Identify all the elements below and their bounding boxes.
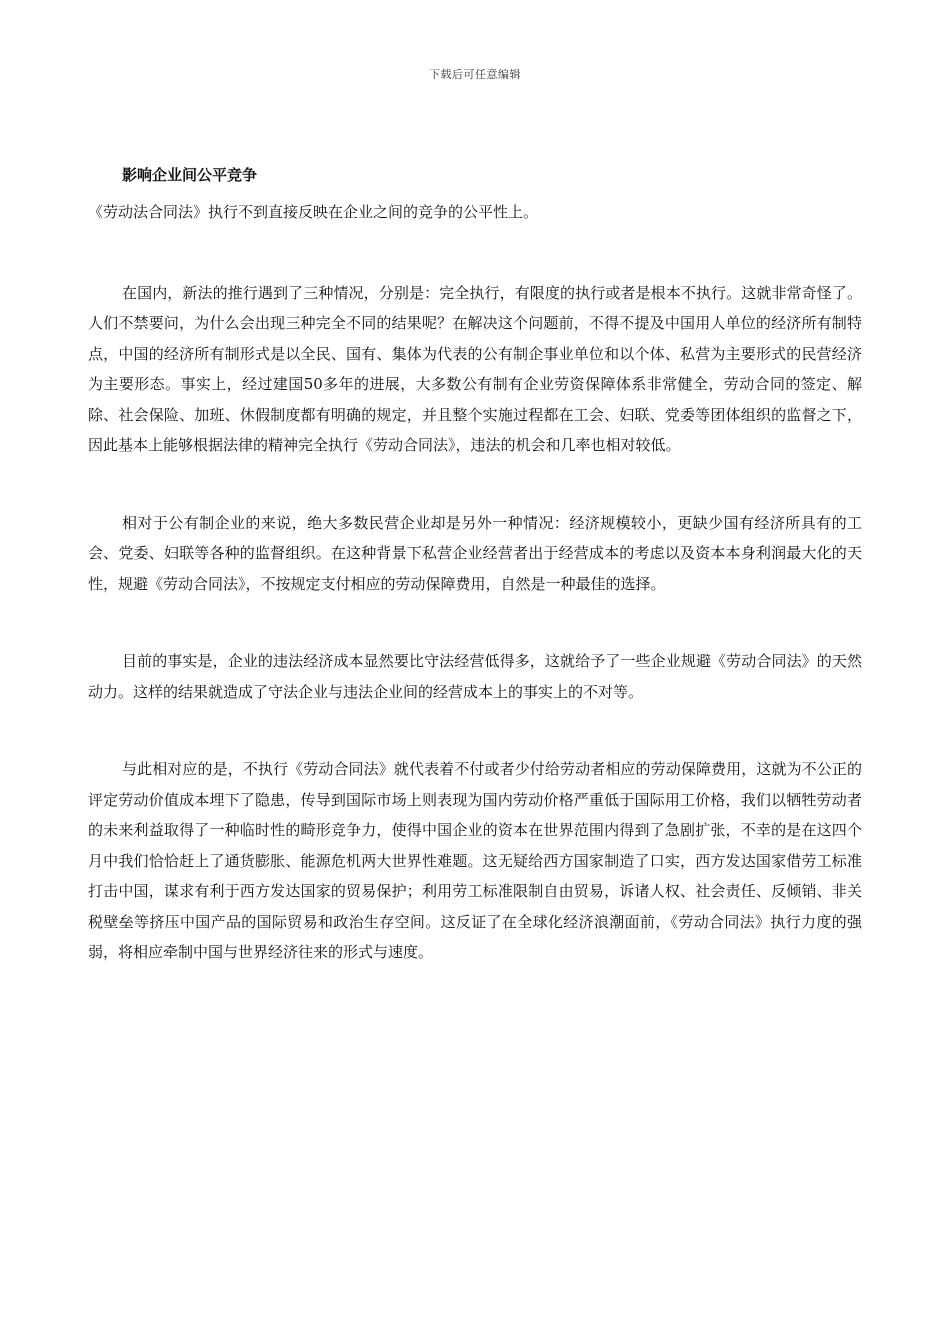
- paragraph-cost-of-violation: 目前的事实是，企业的违法经济成本显然要比守法经营低得多，这就给予了一些企业规避《劳动合同法》的天然动力。这样的结果就造成了守法企业与违法企业间的经营成本上的事实上的不对等。: [88, 652, 862, 701]
- article-body: [88, 165, 862, 968]
- page-header: 下载后可任意编辑: [429, 68, 521, 81]
- paragraph-private-enterprises: 相对于公有制企业的来说，绝大多数民营企业却是另外一种情况：经济规模较小，更缺少国有经济所具有的工会、党委、妇联等各种的监督组织。在这种背景下私营企业经营者出于经营成本的考虑以及资本本身利润最大化的天性，规避《劳动合同法》，不按规定支付相应的劳动保障费用，自然是一种最佳的选择。: [88, 513, 862, 593]
- intro-paragraph: 《劳动法合同法》执行不到直接反映在企业之间的竞争的公平性上。: [88, 203, 539, 221]
- paragraph-international-impact: 与此相对应的是，不执行《劳动合同法》就代表着不付或者少付给劳动者相应的劳动保障费用，这就为不公正的评定劳动价值成本埋下了隐患，传导到国际市场上则表现为国内劳动价格严重低于国际用工价格，我们以牺牲劳动者的未来利益取得了一种临时性的畸形竞争力，使得中国企业的资本在世界范围内得到了急剧扩张，不幸的是在这四个月中我们恰恰赶上了通货膨胀、能源危机两大世界性难题。这无疑给西方国家制造了口实，西方发达国家借劳工标准打击中国，谋求有利于西方发达国家的贸易保护；利用劳工标准限制自由贸易，诉诸人权、社会责任、反倾销、非关税壁垒等挤压中国产品的国际贸易和政治生存空间。这反证了在全球化经济浪潮面前，《劳动合同法》执行力度的强弱，将相应牵制中国与世界经济往来的形式与速度。: [88, 760, 862, 961]
- paragraph-domestic-situation: 在国内，新法的推行遇到了三种情况，分别是：完全执行，有限度的执行或者是根本不执行。这就非常奇怪了。人们不禁要问，为什么会出现三种完全不同的结果呢？在解决这个问题前，不得不提及中国用人单位的经济所有制特点，中国的经济所有制形式是以全民、国有、集体为代表的公有制企事业单位和以个体、私营为主要形式的民营经济为主要形态。事实上，经过建国50多年的进展，大多数公有制有企业劳资保障体系非常健全，劳动合同的签定、解除、社会保险、加班、休假制度都有明确的规定，并且整个实施过程都在工会、妇联、党委等团体组织的监督之下，因此基本上能够根据法律的精神完全执行《劳动合同法》，违法的机会和几率也相对较低。: [88, 283, 862, 454]
- section-heading: 影响企业间公平竞争: [122, 166, 258, 184]
